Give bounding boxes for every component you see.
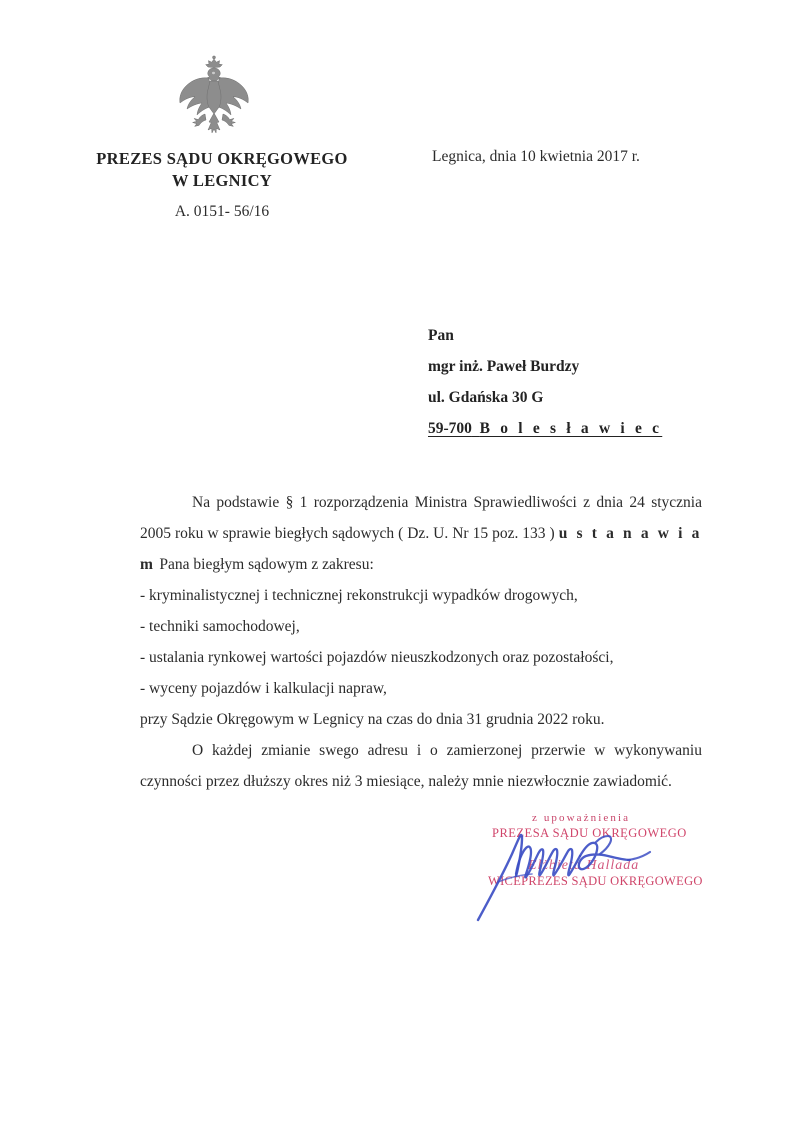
date-line: Legnica, dnia 10 kwietnia 2017 r. <box>432 148 640 165</box>
appointment-paragraph <box>140 487 702 580</box>
stamp-title-line-2: WICEPREZES SĄDU OKRĘGOWEGO <box>488 874 703 888</box>
addressee-name: mgr inż. Paweł Burdzy <box>428 358 580 375</box>
list-item: - wyceny pojazdów i kalkulacji napraw, <box>140 680 387 697</box>
letterhead-line-1: PREZES SĄDU OKRĘGOWEGO <box>96 149 348 168</box>
addressee-city-line <box>428 413 728 444</box>
addressee-block <box>428 320 728 444</box>
letterhead-line-2: W LEGNICY <box>171 171 273 190</box>
addressee-city: B o l e s ł a w i e c <box>479 420 663 437</box>
letterhead <box>72 148 372 222</box>
list-item: - techniki samochodowej, <box>140 618 300 635</box>
list-item: - kryminalistycznej i technicznej rekonstrukcji wypadków drogowych, <box>140 587 578 604</box>
letter-body <box>140 487 702 797</box>
polish-eagle-emblem <box>172 52 256 140</box>
stamp-authorization-line: z upoważnienia <box>532 812 631 824</box>
stamp-signer-name: Elżbieta Hallada <box>528 858 640 873</box>
official-stamp <box>470 806 703 916</box>
stamp-title-line-1: PREZESA SĄDU OKRĘGOWEGO <box>492 826 687 840</box>
appointment-text-part-2: Pana biegłym sądowym z zakresu: <box>155 556 374 573</box>
appointment-text-part-1: Na podstawie § 1 rozporządzenia Ministra Sprawiedliwości z dnia 24 stycznia 2005 roku w sprawie biegłych sądowych ( Dz. U. Nr 15 poz. 133 ) <box>140 494 702 542</box>
signature-area <box>470 806 703 916</box>
appointment-keyword: u s t a n a w i a m <box>140 525 702 573</box>
addressee-street: ul. Gdańska 30 G <box>428 389 544 406</box>
list-item: - ustalania rynkowej wartości pojazdów nieuszkodzonych oraz pozostałości, <box>140 649 614 666</box>
term-line: przy Sądzie Okręgowym w Legnicy na czas do dnia 31 grudnia 2022 roku. <box>140 711 605 728</box>
addressee-salutation: Pan <box>428 327 454 344</box>
addressee-postal-code: 59-700 <box>428 420 472 437</box>
notification-paragraph: O każdej zmianie swego adresu i o zamierzonej przerwie w wykonywaniu czynności przez dłuższy okres niż 3 miesiące, należy mnie niezwłocznie zawiadomić. <box>140 742 702 790</box>
reference-number: A. 0151- 56/16 <box>174 203 270 220</box>
